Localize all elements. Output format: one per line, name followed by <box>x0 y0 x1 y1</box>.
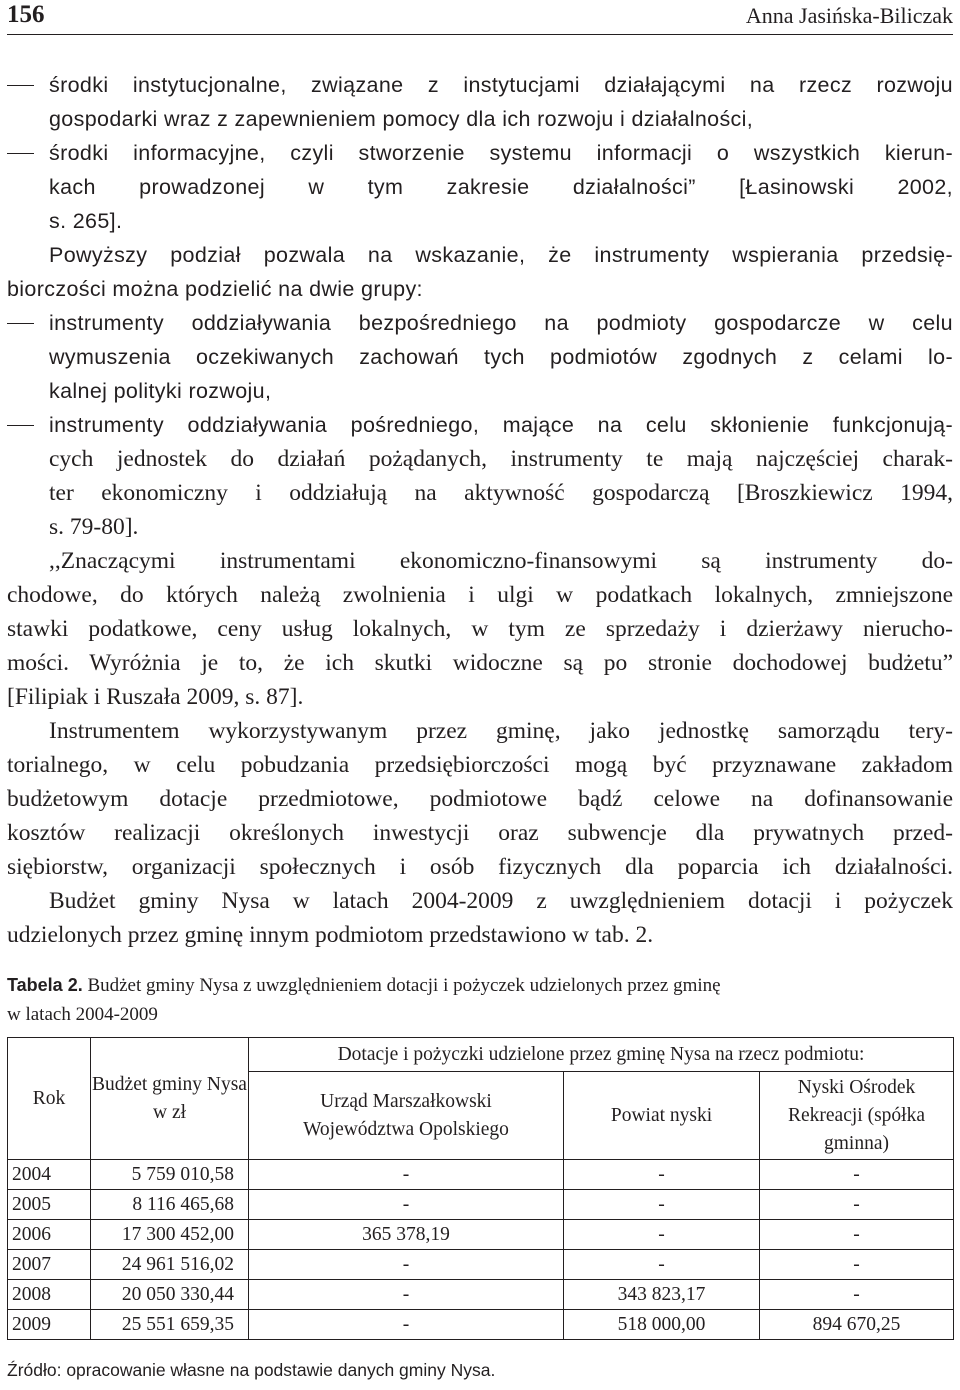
text-line: kalnej polityki rozwoju, <box>49 379 272 403</box>
cell-year: 2006 <box>8 1220 91 1250</box>
text-line: Instrumentem wykorzystywanym przez gminę, jako jednostkę samorządu tery- <box>49 718 953 744</box>
running-author: Anna Jasińska-Biliczak <box>745 3 953 28</box>
text-line: ter ekonomiczny i oddziałują na aktywność gospodarczą [Broszkiewicz 1994, <box>49 480 953 506</box>
page <box>7 0 953 1380</box>
text-line: instrumenty oddziaływania pośredniego, mające na celu skłonienie funkcjonują- <box>7 408 953 442</box>
page-number: 156 <box>7 1 45 28</box>
table-row <box>8 1160 954 1190</box>
text-line: mości. Wyróżnia je to, że ich skutki widoczne są po stronie dochodowej budżetu” <box>7 650 953 676</box>
text-line: Budżet gminy Nysa w latach 2004-2009 z uwzględnieniem dotacji i pożyczek <box>49 888 953 914</box>
cell-powiat: - <box>564 1190 760 1220</box>
cell-powiat: - <box>564 1220 760 1250</box>
cell-nor: - <box>760 1250 954 1280</box>
table-caption-label: Tabela 2. <box>7 975 83 995</box>
body-text <box>7 68 953 952</box>
table-source: Źródło: opracowanie własne na podstawie danych gminy Nysa. <box>7 1360 496 1380</box>
table-row <box>8 1280 954 1310</box>
cell-powiat: 518 000,00 <box>564 1310 760 1340</box>
cell-umwo: - <box>249 1160 564 1190</box>
cell-budget: 20 050 330,44 <box>91 1280 249 1310</box>
cell-year: 2008 <box>8 1280 91 1310</box>
table-caption-text-2: w latach 2004-2009 <box>7 1004 158 1025</box>
cell-budget: 17 300 452,00 <box>91 1220 249 1250</box>
text-line: ,,Znaczącymi instrumentami ekonomiczno-finansowymi są instrumenty do- <box>49 548 953 574</box>
cell-year: 2005 <box>8 1190 91 1220</box>
header-group: Dotacje i pożyczki udzielone przez gminę Nysa na rzecz podmiotu: <box>249 1038 954 1072</box>
cell-year: 2007 <box>8 1250 91 1280</box>
cell-nor: 894 670,25 <box>760 1310 954 1340</box>
header-umwo: Urząd Marszałkowski Województwa Opolskiego <box>249 1072 564 1160</box>
text-line: s. 79-80]. <box>49 514 139 540</box>
header-rok: Rok <box>8 1038 91 1160</box>
text-line: biorczości można podzielić na dwie grupy: <box>7 277 423 301</box>
text-line: instrumenty oddziaływania bezpośredniego na podmioty gospodarcze w celu <box>7 306 953 340</box>
cell-nor: - <box>760 1280 954 1310</box>
table-caption-text: Budżet gminy Nysa z uwzględnieniem dotacji i pożyczek udzielonych przez gminę <box>87 975 721 996</box>
cell-umwo: - <box>249 1190 564 1220</box>
table-row <box>8 1310 954 1340</box>
text-line: udzielonych przez gminę innym podmiotom przedstawiono w tab. 2. <box>7 922 654 948</box>
table-body <box>8 1160 954 1340</box>
cell-powiat: - <box>564 1250 760 1280</box>
text-line: budżetowym dotacje przedmiotowe, podmiotowe bądź celowe na dofinansowanie <box>7 786 953 812</box>
text-line: Powyższy podział pozwala na wskazanie, że instrumenty wspierania przedsię- <box>49 243 953 267</box>
cell-umwo: 365 378,19 <box>249 1220 564 1250</box>
cell-budget: 25 551 659,35 <box>91 1310 249 1340</box>
cell-nor: - <box>760 1190 954 1220</box>
cell-umwo: - <box>249 1310 564 1340</box>
text-line: torialnego, w celu pobudzania przedsiębiorczości mogą być przyznawane zakładom <box>7 752 953 778</box>
cell-umwo: - <box>249 1280 564 1310</box>
text-line: kach prowadzonej w tym zakresie działalności” [Łasinowski 2002, <box>49 175 953 199</box>
cell-budget: 24 961 516,02 <box>91 1250 249 1280</box>
text-line: chodowe, do których należą zwolnienia i ulgi w podatkach lokalnych, zmniejszone <box>7 582 953 608</box>
cell-budget: 8 116 465,68 <box>91 1190 249 1220</box>
table-row <box>8 1250 954 1280</box>
running-header <box>7 0 953 35</box>
text-line: środki informacyjne, czyli stworzenie systemu informacji o wszystkich kierun- <box>7 136 953 170</box>
cell-budget: 5 759 010,58 <box>91 1160 249 1190</box>
text-line: s. 265]. <box>49 209 123 233</box>
budget-table <box>7 1037 954 1340</box>
cell-year: 2004 <box>8 1160 91 1190</box>
header-budget: Budżet gminy Nysa w zł <box>91 1038 249 1160</box>
text-line: stawki podatkowe, ceny usług lokalnych, w tym ze sprzedaży i dzierżawy nierucho- <box>7 616 953 642</box>
cell-nor: - <box>760 1220 954 1250</box>
cell-nor: - <box>760 1160 954 1190</box>
text-line: [Filipiak i Ruszała 2009, s. 87]. <box>7 684 304 710</box>
cell-powiat: - <box>564 1160 760 1190</box>
header-powiat: Powiat nyski <box>564 1072 760 1160</box>
table-row <box>8 1220 954 1250</box>
table-row <box>8 1190 954 1220</box>
cell-year: 2009 <box>8 1310 91 1340</box>
text-line: gospodarki wraz z zapewnieniem pomocy dla ich rozwoju i działalności, <box>49 107 754 131</box>
table-caption <box>7 971 721 1029</box>
header-nor: Nyski Ośrodek Rekreacji (spółka gminna) <box>760 1072 954 1160</box>
cell-powiat: 343 823,17 <box>564 1280 760 1310</box>
text-line: wymuszenia oczekiwanych zachowań tych podmiotów zgodnych z celami lo- <box>49 345 953 369</box>
cell-umwo: - <box>249 1250 564 1280</box>
text-line: środki instytucjonalne, związane z instytucjami działającymi na rzecz rozwoju <box>7 68 953 102</box>
text-line: siębiorstw, organizacji społecznych i osób fizycznych dla poparcia ich działalności. <box>7 854 953 880</box>
text-line: cych jednostek do działań pożądanych, instrumenty te mają najczęściej charak- <box>49 446 953 472</box>
text-line: kosztów realizacji określonych inwestycji oraz subwencje dla prywatnych przed- <box>7 820 953 846</box>
